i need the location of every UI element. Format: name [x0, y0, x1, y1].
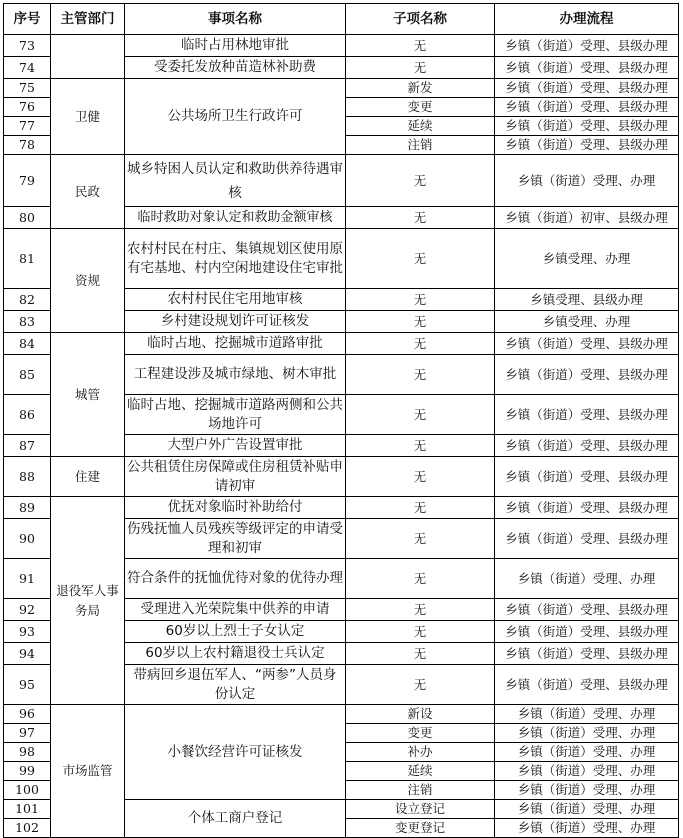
sub-item-cell: 无 — [346, 621, 495, 643]
item-name-cell: 城乡特困人员认定和救助供养待遇审核 — [125, 155, 346, 207]
sub-item-cell: 变更 — [346, 98, 495, 117]
process-cell: 乡镇受理、办理 — [495, 229, 679, 289]
sub-item-cell: 新发 — [346, 79, 495, 98]
serial-cell: 73 — [4, 35, 51, 57]
serial-cell: 98 — [4, 743, 51, 762]
table-row — [4, 705, 679, 724]
process-cell: 乡镇受理、县级办理 — [495, 289, 679, 311]
process-cell: 乡镇（街道）受理、办理 — [495, 781, 679, 800]
sub-item-cell: 无 — [346, 355, 495, 395]
document-page — [3, 3, 679, 838]
sub-item-cell: 延续 — [346, 762, 495, 781]
process-cell: 乡镇（街道）受理、县级办理 — [495, 136, 679, 155]
header-sub-item-name: 子项名称 — [346, 4, 495, 35]
sub-item-cell: 无 — [346, 207, 495, 229]
serial-cell: 77 — [4, 117, 51, 136]
sub-item-cell: 无 — [346, 599, 495, 621]
process-cell: 乡镇（街道）受理、县级办理 — [495, 333, 679, 355]
sub-item-cell: 延续 — [346, 117, 495, 136]
process-cell: 乡镇（街道）受理、县级办理 — [495, 79, 679, 98]
serial-cell: 94 — [4, 643, 51, 665]
process-cell: 乡镇（街道）受理、办理 — [495, 155, 679, 207]
sub-item-cell: 新设 — [346, 705, 495, 724]
sub-item-cell: 无 — [346, 395, 495, 435]
item-name-cell: 乡村建设规划许可证核发 — [125, 311, 346, 333]
item-name-cell: 工程建设涉及城市绿地、树木审批 — [125, 355, 346, 395]
process-cell: 乡镇（街道）受理、县级办理 — [495, 355, 679, 395]
sub-item-cell: 变更 — [346, 724, 495, 743]
serial-cell: 89 — [4, 497, 51, 519]
item-name-cell: 伤残抚恤人员残疾等级评定的申请受理和初审 — [125, 519, 346, 559]
item-name-cell: 临时占地、挖掘城市道路两侧和公共场地许可 — [125, 395, 346, 435]
process-cell: 乡镇（街道）受理、办理 — [495, 743, 679, 762]
table-row — [4, 497, 679, 519]
sub-item-cell: 无 — [346, 435, 495, 457]
header-process: 办理流程 — [495, 4, 679, 35]
sub-item-cell: 设立登记 — [346, 800, 495, 819]
table-row — [4, 229, 679, 289]
process-cell: 乡镇（街道）受理、办理 — [495, 762, 679, 781]
serial-cell: 100 — [4, 781, 51, 800]
table-row — [4, 35, 679, 57]
table-row — [4, 155, 679, 207]
process-cell: 乡镇（街道）受理、县级办理 — [495, 665, 679, 705]
process-cell: 乡镇（街道）初审、县级办理 — [495, 207, 679, 229]
serial-cell: 88 — [4, 457, 51, 497]
table-row — [4, 333, 679, 355]
process-cell: 乡镇（街道）受理、办理 — [495, 724, 679, 743]
item-name-cell: 临时占地、挖掘城市道路审批 — [125, 333, 346, 355]
sub-item-cell: 变更登记 — [346, 819, 495, 838]
process-cell: 乡镇（街道）受理、县级办理 — [495, 57, 679, 79]
process-cell: 乡镇（街道）受理、县级办理 — [495, 599, 679, 621]
approval-items-table — [3, 3, 679, 838]
serial-cell: 84 — [4, 333, 51, 355]
sub-item-cell: 无 — [346, 289, 495, 311]
sub-item-cell: 无 — [346, 497, 495, 519]
serial-cell: 83 — [4, 311, 51, 333]
serial-cell: 75 — [4, 79, 51, 98]
process-cell: 乡镇（街道）受理、县级办理 — [495, 435, 679, 457]
item-name-cell: 小餐饮经营许可证核发 — [125, 705, 346, 800]
sub-item-cell: 无 — [346, 35, 495, 57]
process-cell: 乡镇（街道）受理、县级办理 — [495, 98, 679, 117]
serial-cell: 95 — [4, 665, 51, 705]
process-cell: 乡镇（街道）受理、县级办理 — [495, 519, 679, 559]
item-name-cell: 农村村民住宅用地审核 — [125, 289, 346, 311]
sub-item-cell: 注销 — [346, 781, 495, 800]
department-cell: 退役军人事务局 — [51, 497, 125, 705]
process-cell: 乡镇（街道）受理、县级办理 — [495, 621, 679, 643]
process-cell: 乡镇受理、办理 — [495, 311, 679, 333]
department-cell: 资规 — [51, 229, 125, 333]
item-name-cell: 农村村民在村庄、集镇规划区使用原有宅基地、村内空闲地建设住宅审批 — [125, 229, 346, 289]
table-row — [4, 79, 679, 98]
process-cell: 乡镇（街道）受理、县级办理 — [495, 395, 679, 435]
serial-cell: 80 — [4, 207, 51, 229]
serial-cell: 91 — [4, 559, 51, 599]
department-cell — [51, 35, 125, 79]
sub-item-cell: 无 — [346, 333, 495, 355]
serial-cell: 97 — [4, 724, 51, 743]
process-cell: 乡镇（街道）受理、县级办理 — [495, 497, 679, 519]
serial-cell: 78 — [4, 136, 51, 155]
item-name-cell: 个体工商户登记 — [125, 800, 346, 838]
item-name-cell: 优抚对象临时补助给付 — [125, 497, 346, 519]
department-cell: 住建 — [51, 457, 125, 497]
process-cell: 乡镇（街道）受理、办理 — [495, 559, 679, 599]
item-name-cell: 60岁以上烈士子女认定 — [125, 621, 346, 643]
item-name-cell: 公共租赁住房保障或住房租赁补贴申请初审 — [125, 457, 346, 497]
item-name-cell: 公共场所卫生行政许可 — [125, 79, 346, 155]
process-cell: 乡镇（街道）受理、县级办理 — [495, 457, 679, 497]
serial-cell: 86 — [4, 395, 51, 435]
sub-item-cell: 无 — [346, 643, 495, 665]
process-cell: 乡镇（街道）受理、办理 — [495, 800, 679, 819]
item-name-cell: 受委托发放种苗造林补助费 — [125, 57, 346, 79]
serial-cell: 81 — [4, 229, 51, 289]
table-header-row — [4, 4, 679, 35]
department-cell: 城管 — [51, 333, 125, 457]
sub-item-cell: 无 — [346, 457, 495, 497]
serial-cell: 99 — [4, 762, 51, 781]
serial-cell: 79 — [4, 155, 51, 207]
sub-item-cell: 注销 — [346, 136, 495, 155]
header-department: 主管部门 — [51, 4, 125, 35]
serial-cell: 90 — [4, 519, 51, 559]
sub-item-cell: 无 — [346, 311, 495, 333]
item-name-cell: 临时占用林地审批 — [125, 35, 346, 57]
sub-item-cell: 无 — [346, 57, 495, 79]
process-cell: 乡镇（街道）受理、县级办理 — [495, 35, 679, 57]
item-name-cell: 大型户外广告设置审批 — [125, 435, 346, 457]
serial-cell: 101 — [4, 800, 51, 819]
serial-cell: 85 — [4, 355, 51, 395]
department-cell: 市场监管 — [51, 705, 125, 838]
item-name-cell: 临时救助对象认定和救助金额审核 — [125, 207, 346, 229]
department-cell: 卫健 — [51, 79, 125, 155]
sub-item-cell: 无 — [346, 559, 495, 599]
sub-item-cell: 无 — [346, 519, 495, 559]
table-row — [4, 457, 679, 497]
item-name-cell: 60岁以上农村籍退役士兵认定 — [125, 643, 346, 665]
item-name-cell: 带病回乡退伍军人、“两参”人员身份认定 — [125, 665, 346, 705]
process-cell: 乡镇（街道）受理、办理 — [495, 705, 679, 724]
serial-cell: 92 — [4, 599, 51, 621]
sub-item-cell: 无 — [346, 229, 495, 289]
serial-cell: 87 — [4, 435, 51, 457]
department-cell: 民政 — [51, 155, 125, 229]
serial-cell: 82 — [4, 289, 51, 311]
process-cell: 乡镇（街道）受理、办理 — [495, 819, 679, 838]
process-cell: 乡镇（街道）受理、县级办理 — [495, 117, 679, 136]
header-serial-number: 序号 — [4, 4, 51, 35]
serial-cell: 76 — [4, 98, 51, 117]
sub-item-cell: 补办 — [346, 743, 495, 762]
serial-cell: 102 — [4, 819, 51, 838]
header-item-name: 事项名称 — [125, 4, 346, 35]
serial-cell: 93 — [4, 621, 51, 643]
process-cell: 乡镇（街道）受理、县级办理 — [495, 643, 679, 665]
item-name-cell: 受理进入光荣院集中供养的申请 — [125, 599, 346, 621]
serial-cell: 74 — [4, 57, 51, 79]
sub-item-cell: 无 — [346, 155, 495, 207]
item-name-cell: 符合条件的抚恤优待对象的优待办理 — [125, 559, 346, 599]
sub-item-cell: 无 — [346, 665, 495, 705]
serial-cell: 96 — [4, 705, 51, 724]
